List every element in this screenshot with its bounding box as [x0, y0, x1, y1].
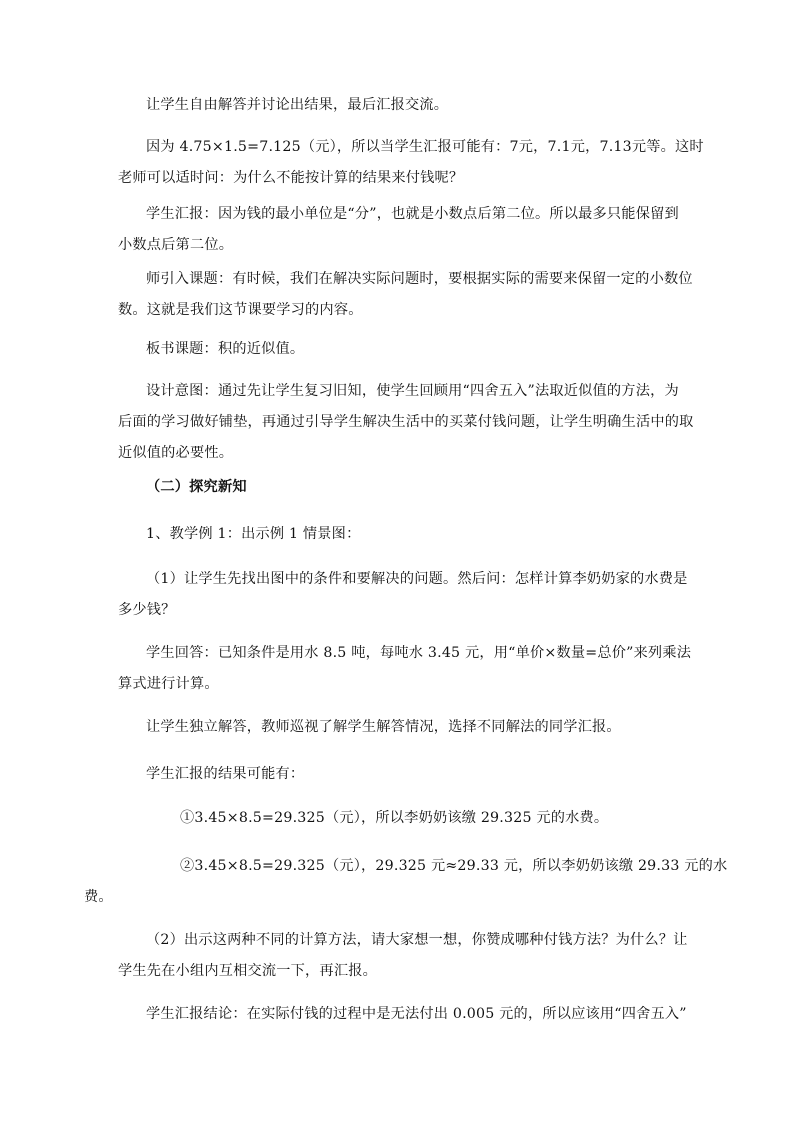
text-line: 学生回答：已知条件是用水 8.5 吨，每吨水 3.45 元，用“单价×数量=总价”来列乘法: [146, 645, 692, 661]
text-line: （二）探究新知: [146, 479, 247, 495]
paragraph-board-topic: [118, 334, 680, 365]
text-line: 算式进行计算。: [118, 676, 219, 692]
text-line: ②3.45×8.5=29.325（元），29.325 元≈29.33 元，所以李奶奶该缴 29.33 元的水: [180, 858, 728, 874]
text-line: 设计意图：通过先让学生复习旧知，使学生回顾用“四舍五入”法取近似值的方法，为: [146, 383, 679, 399]
paragraph-result-1: [146, 803, 680, 834]
text-line: 板书课题：积的近似值。: [146, 341, 305, 357]
text-line: 让学生独立解答，教师巡视了解学生解答情况，选择不同解法的同学汇报。: [146, 719, 621, 735]
text-line: 1、教学例 1：出示例 1 情景图：: [146, 526, 361, 542]
text-line: ①3.45×8.5=29.325（元），所以李奶奶该缴 29.325 元的水费。: [180, 810, 609, 826]
text-line: 学生汇报结论：在实际付钱的过程中是无法付出 0.005 元的，所以应该用“四舍五入”: [146, 1006, 687, 1022]
text-line: 老师可以适时问：为什么不能按计算的结果来付钱呢？: [118, 170, 464, 186]
paragraph-possible-results: [118, 759, 680, 790]
text-line: 学生汇报：因为钱的最小单位是“分”，也就是小数点后第二位。所以最多只能保留到: [146, 206, 679, 222]
paragraph-student-report: [118, 199, 680, 261]
text-line: 师引入课题：有时候，我们在解决实际问题时，要根据实际的需要来保留一定的小数位: [146, 271, 693, 287]
text-line: 因为 4.75×1.5=7.125（元），所以当学生汇报可能有：7元，7.1元，7.13元等。这时: [146, 139, 704, 155]
text-line: 数。这就是我们这节课要学习的内容。: [118, 302, 363, 318]
paragraph-calc-result: [118, 132, 704, 194]
paragraph-student-answer: [118, 638, 692, 700]
text-line: 多少钱？: [118, 602, 176, 618]
paragraph-independent-solve: [118, 712, 680, 743]
text-line: （2）出示这两种不同的计算方法，请大家想一想，你赞成哪种付钱方法？为什么？让: [146, 932, 688, 948]
paragraph-compare-methods: [118, 925, 688, 987]
text-line: （1）让学生先找出图中的条件和要解决的问题。然后问：怎样计算李奶奶家的水费是: [146, 571, 688, 587]
paragraph-example-1: [118, 519, 680, 550]
paragraph-self-answer: [118, 90, 680, 121]
text-line: 学生汇报的结果可能有：: [146, 766, 305, 782]
section-heading-explore: [118, 472, 680, 503]
text-line: 小数点后第二位。: [118, 237, 234, 253]
text-line: 近似值的必要性。: [118, 445, 234, 461]
text-line: 费。: [84, 889, 113, 905]
text-line: 后面的学习做好铺垫，再通过引导学生解决生活中的买菜付钱问题，让学生明确生活中的取: [118, 414, 694, 430]
text-line: 学生先在小组内互相交流一下，再汇报。: [118, 963, 377, 979]
paragraph-design-intent: [118, 376, 694, 469]
paragraph-find-conditions: [118, 564, 688, 626]
paragraph-intro-topic: [118, 264, 693, 326]
paragraph-result-2: [84, 851, 728, 913]
text-line: 让学生自由解答并讨论出结果，最后汇报交流。: [146, 97, 449, 113]
paragraph-conclusion: [118, 999, 687, 1030]
